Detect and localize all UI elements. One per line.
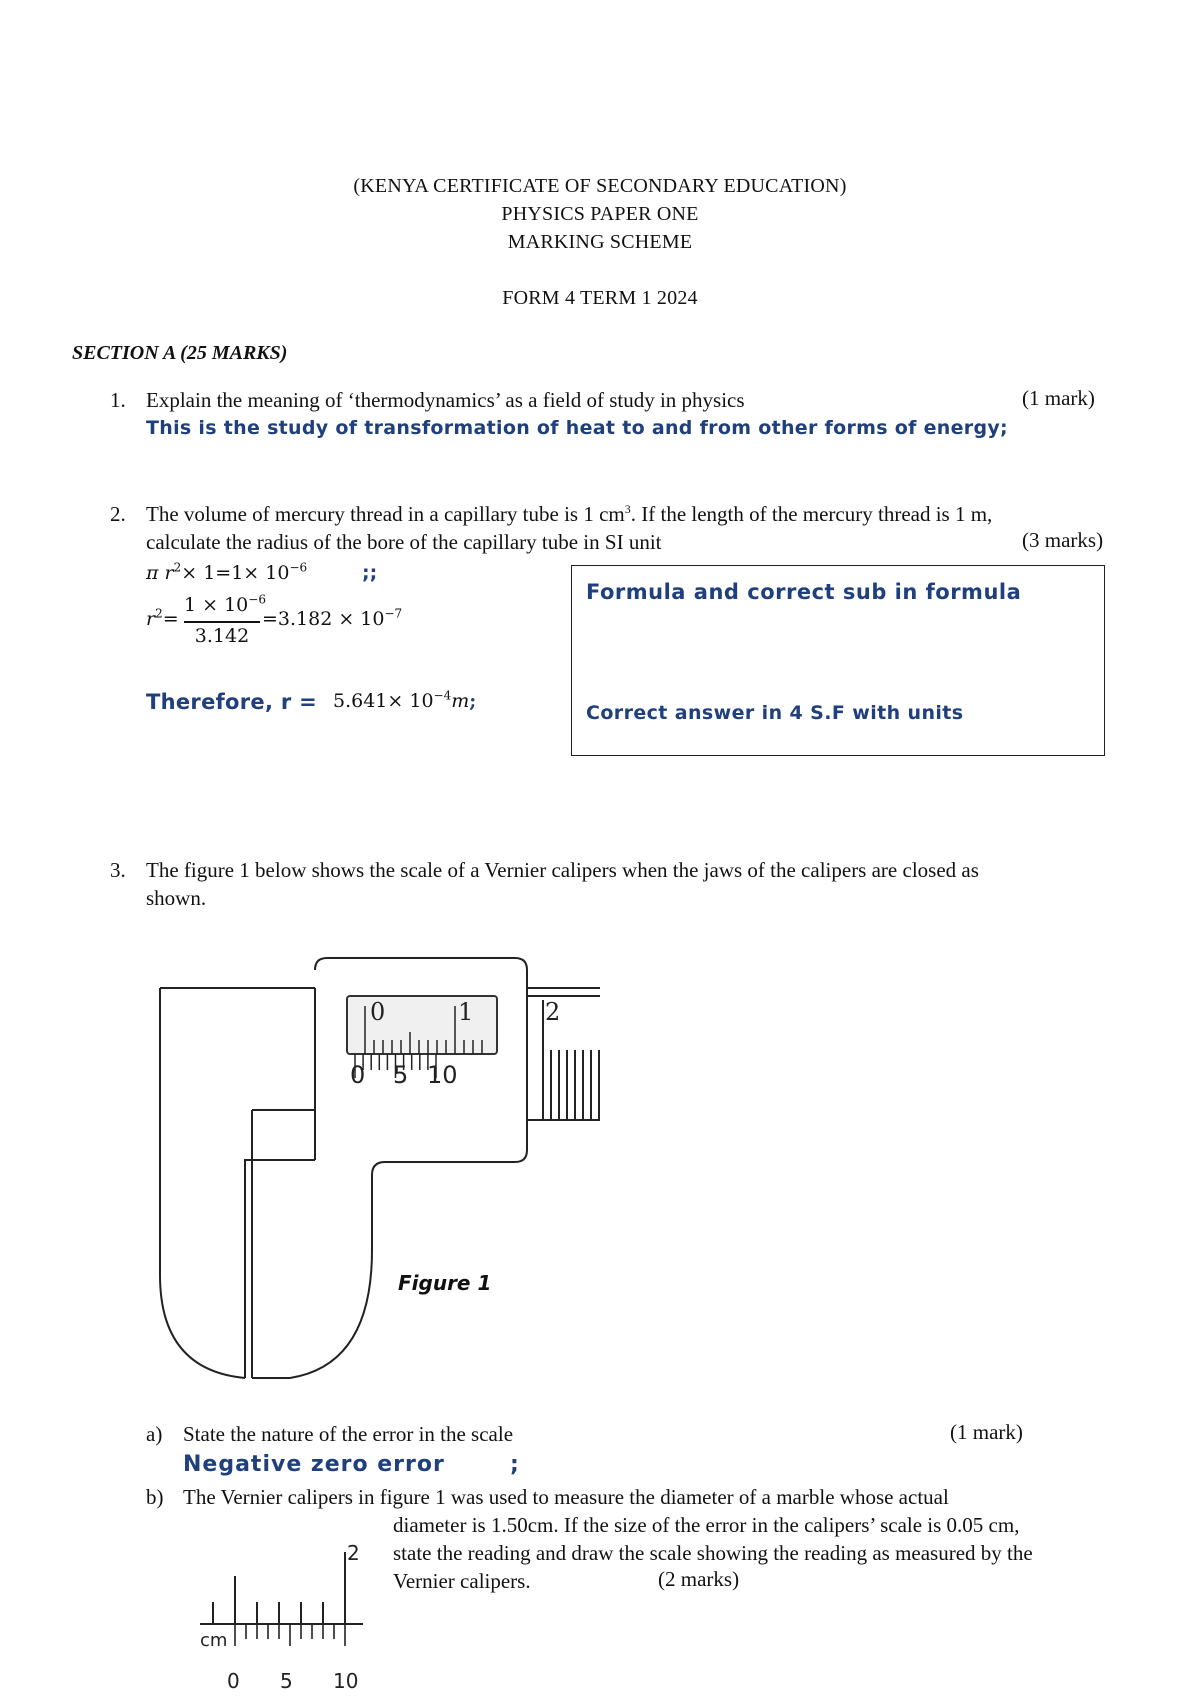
answer-vernier-scale [195, 1530, 375, 1696]
q2-therefore: Therefore, r = [146, 690, 318, 714]
q3a-label: a) [146, 1422, 163, 1446]
fig-vernier-label-10: 10 [427, 1061, 458, 1089]
small-scale-main-label: 2 [347, 1541, 360, 1565]
q2-equation-2-denominator: 3.142 [194, 625, 250, 647]
q3a-text: State the nature of the error in the scale [183, 1422, 514, 1446]
fig-main-label-0: 0 [370, 998, 386, 1026]
q3a-marks: (1 mark) [950, 1420, 1023, 1444]
header-line-3: MARKING SCHEME [507, 231, 693, 253]
q3-text-line1: The figure 1 below shows the scale of a Vernier calipers when the jaws of the calipers are closed as [146, 858, 979, 882]
header-line-2: PHYSICS PAPER ONE [501, 203, 699, 225]
q1-number: 1. [110, 388, 126, 412]
header-line-1: (KENYA CERTIFICATE OF SECONDARY EDUCATION) [353, 175, 847, 197]
q2-equation-2-rhs: $=3.182 \times 10^{-7}$ [262, 606, 403, 630]
q2-box-line-2: Correct answer in 4 S.F with units [586, 702, 964, 724]
small-scale-unit: cm [200, 1630, 228, 1651]
q3b-label: b) [146, 1485, 164, 1509]
small-vernier-label-5: 5 [280, 1669, 293, 1693]
q3b-line-2: diameter is 1.50cm. If the size of the error in the calipers’ scale is 0.05 cm, [393, 1513, 1020, 1537]
q3-text-line2: shown. [146, 886, 207, 910]
q3b-line-3: state the reading and draw the scale showing the reading as measured by the [393, 1541, 1033, 1565]
q2-result: $5.641\times 10^{-4}m$; [333, 688, 477, 712]
q2-equation-1-tick: ;; [362, 562, 378, 584]
q2-number: 2. [110, 502, 126, 526]
fig-main-label-1: 1 [458, 998, 474, 1026]
small-vernier-label-0: 0 [227, 1669, 240, 1693]
q3a-tick: ; [510, 1452, 519, 1477]
q2-equation-2-lhs: $r^2=$ [146, 606, 179, 630]
q3b-line-1: The Vernier calipers in figure 1 was used to measure the diameter of a marble whose actual [183, 1485, 949, 1509]
q1-marks: (1 mark) [1022, 386, 1095, 410]
section-title: SECTION A (25 MARKS) [72, 342, 288, 364]
q2-text-line2: calculate the radius of the bore of the capillary tube in SI unit [146, 530, 662, 554]
q2-marks: (3 marks) [1022, 528, 1104, 552]
q2-box-line-1: Formula and correct sub in formula [586, 580, 1022, 604]
q2-text-line1: The volume of mercury thread in a capillary tube is 1 $cm^3$. If the length of the mercury thread is 1 m, [146, 502, 993, 526]
q3-number: 3. [110, 858, 126, 882]
q1-text: Explain the meaning of ‘thermodynamics’ as a field of study in physics [146, 388, 745, 412]
q3b-marks: (2 marks) [658, 1567, 740, 1591]
q2-equation-2-numerator: $1 \times 10^{-6}$ [184, 592, 266, 616]
q2-marking-box [571, 565, 1105, 756]
q3b-line-4: Vernier calipers. [393, 1569, 531, 1593]
q1-answer: This is the study of transformation of heat to and from other forms of energy; [146, 417, 1008, 439]
q3a-answer: Negative zero error [183, 1452, 445, 1477]
vernier-calipers-figure [150, 950, 610, 1390]
fig-vernier-label-0: 0 [350, 1061, 366, 1089]
header-line-4: FORM 4 TERM 1 2024 [502, 287, 698, 309]
fig-main-label-2: 2 [545, 998, 561, 1026]
figure-caption: Figure 1 [398, 1271, 492, 1295]
fig-vernier-label-5: 5 [393, 1061, 409, 1089]
q2-fraction-bar [184, 621, 260, 623]
q2-equation-1: π $r^2\times 1=1\times 10^{-6}$ [146, 560, 308, 584]
small-vernier-label-10: 10 [333, 1669, 359, 1693]
